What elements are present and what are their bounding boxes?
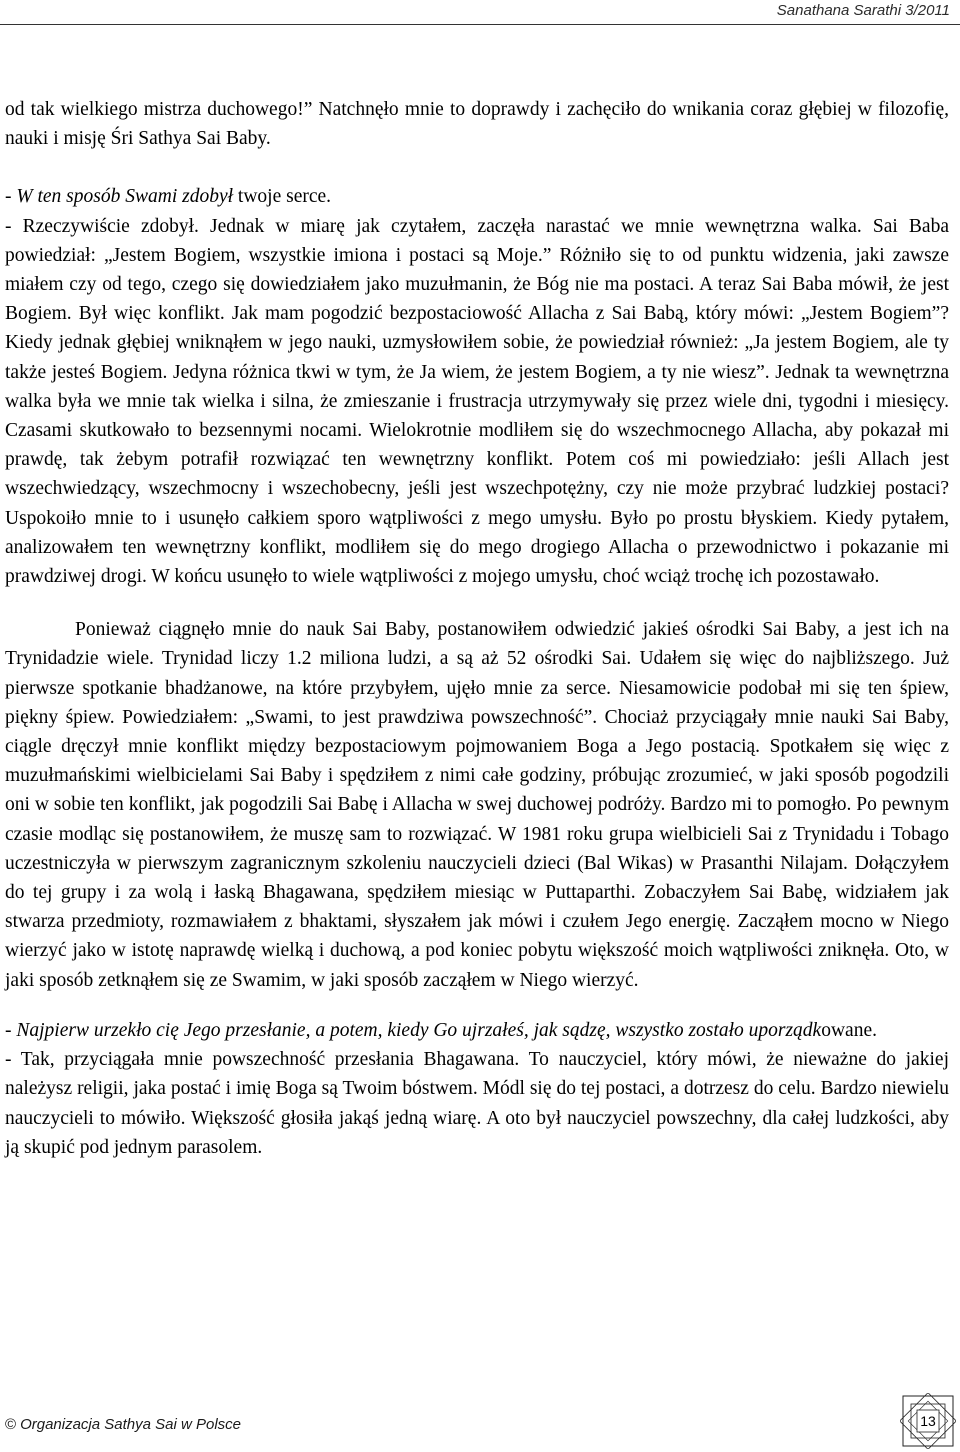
page-number-badge xyxy=(900,1393,956,1449)
header-title: Sanathana Sarathi 3/2011 xyxy=(776,2,950,19)
question-1-italic: - W ten sposób Swami zdobył xyxy=(5,186,234,208)
page-number: 13 xyxy=(920,1413,936,1429)
question-2-rest: owane. xyxy=(821,1019,877,1041)
question-1-rest: twoje serce. xyxy=(233,186,332,208)
header-divider xyxy=(0,24,960,25)
footer-organization xyxy=(5,1416,241,1433)
copyright-symbol: © xyxy=(5,1416,17,1433)
interviewer-question-1 xyxy=(5,182,949,211)
answer-paragraph-2: - Rzeczywiście zdobył. Jednak w miarę jak czytałem, zaczęła narastać we mnie wewnętrzna walka. Sai Baba powiedział: „Jestem Bogiem, wszystkie imiona i postaci są Moje.” Różniło się to od punktu widzenia, jaki zawsze miałem czy od tego, czego się dowiedziałem jako muzułmanin, że Bóg nie ma postaci. A teraz Sai Baba mówił, że jest Bogiem. Był więc konflikt. Jak mam pogodzić bezpostaciowość Allacha z Sai Babą, który mówi: „Jestem Bogiem”? Kiedy jednak głębiej wniknąłem w jego nauki, uzmysłowiłem sobie, że powiedział również: „Ja jestem Bogiem, ale ty także jesteś Bogiem. Jedyna różnica tkwi w tym, że Ja wiem, że jestem Bogiem, a ty nie wiesz”. Jednak ta wewnętrzna walka była we mnie tak wielka i silna, że zmieszanie i frustracja utrzymywały się przez wiele dni, tygodni i miesięcy. Czasami skutkowało to bezsennymi nocami. Wielokrotnie modliłem się do wszechmocnego Allacha, aby pokazał mi prawdę, tak żebym potrafił rozwiązać ten wewnętrzny konflikt. Potem coś mi powiedziało: jeśli Allach jest wszechwiedzący, wszechmocny i wszechobecny, jeśli jest wszechpotężny, czy nie może przybrać ludzkiej postaci? Uspokoiło mnie to i usunęło całkiem sporo wątpliwości z mego umysłu. Było po prostu błyskiem. Kiedy pytałem, analizowałem ten wewnętrzny konflikt, modliłem się do mego drogiego Allacha o przewodnictwo i pokazanie mi prawdziwej drogi. W końcu usunęło to wiele wątpliwości z mojego umysłu, choć wciąż trochę ich pozostawało. xyxy=(5,215,949,588)
paragraph-3: Ponieważ ciągnęło mnie do nauk Sai Baby, postanowiłem odwiedzić jakieś ośrodki Sai Baby, a jest ich na Trynidadzie wiele. Trynidad liczy 1.2 miliona ludzi, a są aż 52 ośrodki Sai. Udałem się więc do najbliższego. Już pierwsze spotkanie bhadżanowe, na które przybyłem, ujęło mnie za serce. Niesamowicie podobał mi się ten śpiew, piękny śpiew. Powiedziałem: „Swami, to jest prawdziwa powszechność”. Chociaż przyciągały mnie nauki Sai Baby, ciągle dręczył mnie konflikt między bezpostaciowym pojmowaniem Boga a Jego postacią. Spotkałem się więc z muzułmańskimi wielbicielami Sai Baby i spędziłem z nimi całe godziny, próbując zrozumieć, w jaki sposób pogodzili oni w sobie ten konflikt, jak pogodzili Sai Babę i Allacha w swej duchowej podróży. Bardzo mi to pomogło. Po pewnym czasie modląc się postanowiłem, że muszę sam to rozwiązać. W 1981 roku grupa wielbicieli Sai z Trynidadu i Tobago uczestniczyła w pierwszym zagranicznym szkoleniu nauczycieli dzieci (Bal Wikas) w Prasanthi Nilajam. Dołączyłem do tej grupy i za wolą i łaską Bhagawana, spędziłem miesiąc w Puttaparthi. Zobaczyłem Sai Babę, widziałem jak stwarza przedmioty, rozmawiałem z bhaktami, słyszałem jak mówi i czułem Jego energię. Zacząłem mocno w Niego wierzyć jako w istotę naprawdę wielką i duchową, a pod koniec pobytu większość moich wątpliwości zniknęła. Oto, w jaki sposób zetknąłem się ze Swamim, w jaki sposób zacząłem w Niego wierzyć. xyxy=(5,619,949,991)
paragraph-1: od tak wielkiego mistrza duchowego!” Natchnęło mnie to doprawdy i zachęciło do wnikania coraz głębiej w filozofię, nauki i misję Śri Sathya Sai Baby. xyxy=(5,99,949,150)
organization-name: Organizacja Sathya Sai w Polsce xyxy=(20,1416,242,1433)
answer-paragraph-4: - Tak, przyciągała mnie powszechność przesłania Bhagawana. To nauczyciel, który mówi, że nieważne do jakiej należysz religii, jaka postać i imię Boga są Twoim bóstwem. Módl się do tej postaci, a dotrzesz do celu. Bardzo niewielu nauczycieli to mówiło. Większość głosiła jakąś jedną wiarę. A oto był nauczyciel powszechny, dla całej ludzkości, aby ją skupić pod jednym parasolem. xyxy=(5,1049,949,1158)
interviewer-question-2 xyxy=(5,1016,949,1045)
question-2-italic: - Najpierw urzekło cię Jego przesłanie, a potem, kiedy Go ujrzałeś, jak sądzę, wszystko zostało uporządk xyxy=(5,1019,822,1041)
article-body xyxy=(5,95,949,1162)
